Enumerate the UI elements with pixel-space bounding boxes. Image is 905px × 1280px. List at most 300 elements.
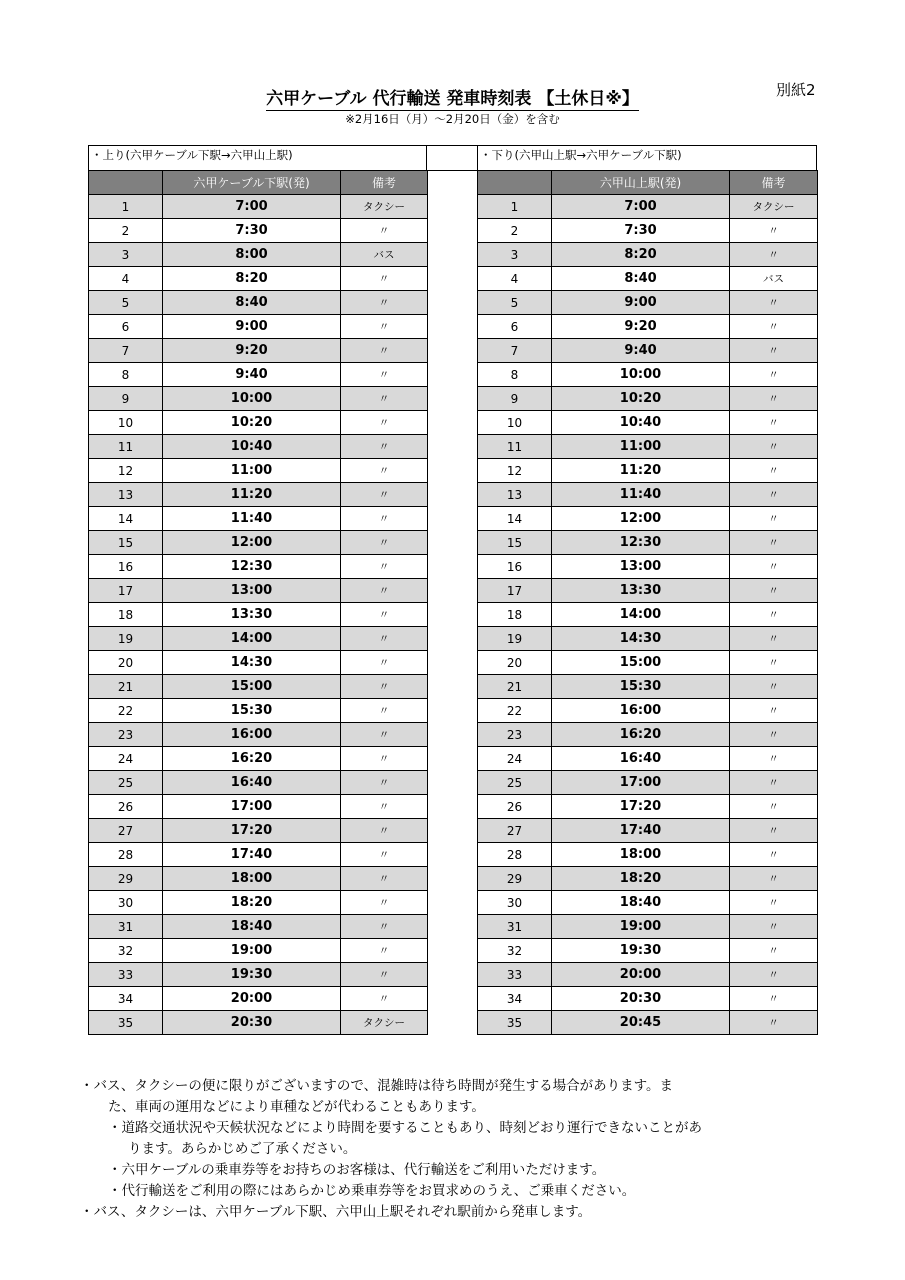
departure-time: 20:00 (163, 987, 341, 1011)
row-number: 1 (478, 195, 552, 219)
row-number: 27 (89, 819, 163, 843)
row-note: 〃 (341, 219, 428, 243)
row-note: 〃 (730, 867, 818, 891)
departure-time: 19:00 (552, 915, 730, 939)
row-number: 2 (89, 219, 163, 243)
row-number: 31 (89, 915, 163, 939)
row-number: 21 (478, 675, 552, 699)
table-row (478, 867, 818, 891)
footnote-line: ・バス、タクシーは、六甲ケーブル下駅、六甲山上駅それぞれ駅前から発車します。 (80, 1204, 592, 1220)
row-number: 15 (89, 531, 163, 555)
table-row (478, 291, 818, 315)
footnote-line: た、車両の運用などにより車種などが代わることもあります。 (108, 1099, 485, 1115)
row-note: 〃 (730, 939, 818, 963)
row-note: 〃 (341, 867, 428, 891)
row-note: 〃 (341, 267, 428, 291)
departure-time: 11:00 (552, 435, 730, 459)
table-row (478, 819, 818, 843)
departure-time: 11:20 (163, 483, 341, 507)
row-note: 〃 (341, 315, 428, 339)
table-row (89, 411, 428, 435)
row-number: 22 (89, 699, 163, 723)
row-note: タクシー (730, 195, 818, 219)
col-header-no (478, 171, 552, 195)
departure-time: 15:30 (163, 699, 341, 723)
row-number: 20 (89, 651, 163, 675)
departure-time: 11:00 (163, 459, 341, 483)
departure-time: 11:40 (552, 483, 730, 507)
row-note: 〃 (730, 435, 818, 459)
row-note: 〃 (730, 699, 818, 723)
departure-time: 12:30 (163, 555, 341, 579)
row-number: 29 (89, 867, 163, 891)
row-number: 32 (89, 939, 163, 963)
departure-time: 17:20 (552, 795, 730, 819)
row-number: 19 (89, 627, 163, 651)
row-note: 〃 (730, 747, 818, 771)
table-row (478, 315, 818, 339)
table-row (478, 939, 818, 963)
row-number: 3 (478, 243, 552, 267)
departure-time: 14:00 (163, 627, 341, 651)
departure-time: 18:40 (163, 915, 341, 939)
page-title: 六甲ケーブル 代行輸送 発車時刻表 【土休日※】 (266, 89, 639, 109)
table-row (89, 867, 428, 891)
row-number: 20 (478, 651, 552, 675)
row-note: タクシー (341, 195, 428, 219)
departure-time: 10:20 (552, 387, 730, 411)
table-row (89, 651, 428, 675)
row-number: 12 (89, 459, 163, 483)
table-row (478, 243, 818, 267)
table-row (478, 339, 818, 363)
departure-time: 16:40 (163, 771, 341, 795)
label-gap (426, 145, 478, 171)
col-header-time: 六甲山上駅(発) (552, 171, 730, 195)
departure-time: 9:20 (163, 339, 341, 363)
table-row (478, 195, 818, 219)
table-row (89, 339, 428, 363)
departure-time: 10:00 (163, 387, 341, 411)
departure-time: 18:00 (163, 867, 341, 891)
row-note: 〃 (341, 411, 428, 435)
row-number: 35 (89, 1011, 163, 1035)
row-number: 24 (89, 747, 163, 771)
row-note: 〃 (730, 219, 818, 243)
row-number: 24 (478, 747, 552, 771)
row-note: 〃 (730, 843, 818, 867)
footnote-line: ・バス、タクシーの便に限りがございますので、混雑時は待ち時間が発生する場合があります。ま (80, 1078, 674, 1094)
footnotes (80, 1076, 780, 1223)
row-note: バス (730, 267, 818, 291)
row-note: 〃 (730, 411, 818, 435)
table-row (478, 747, 818, 771)
row-number: 5 (478, 291, 552, 315)
departure-time: 9:00 (163, 315, 341, 339)
down-direction-label: ・下り(六甲山上駅→六甲ケーブル下駅) (477, 145, 817, 171)
row-note: 〃 (341, 483, 428, 507)
row-note: 〃 (730, 531, 818, 555)
table-row (89, 987, 428, 1011)
table-row (89, 939, 428, 963)
footnote-line: ・道路交通状況や天候状況などにより時間を要することもあり、時刻どおり運行できないことがあ (108, 1120, 702, 1136)
row-number: 10 (478, 411, 552, 435)
table-row (89, 675, 428, 699)
table-row (478, 651, 818, 675)
row-note: 〃 (341, 843, 428, 867)
row-note: バス (341, 243, 428, 267)
departure-time: 13:30 (552, 579, 730, 603)
row-number: 14 (478, 507, 552, 531)
departure-time: 16:20 (163, 747, 341, 771)
departure-time: 7:30 (552, 219, 730, 243)
row-number: 27 (478, 819, 552, 843)
row-number: 17 (478, 579, 552, 603)
table-row (89, 747, 428, 771)
table-row (478, 795, 818, 819)
row-note: 〃 (341, 363, 428, 387)
departure-time: 17:20 (163, 819, 341, 843)
row-note: 〃 (341, 963, 428, 987)
table-row (478, 363, 818, 387)
table-row (89, 291, 428, 315)
departure-time: 19:30 (552, 939, 730, 963)
table-row (89, 603, 428, 627)
row-note: 〃 (341, 435, 428, 459)
departure-time: 12:30 (552, 531, 730, 555)
table-row (89, 819, 428, 843)
table-row (89, 891, 428, 915)
departure-time: 9:00 (552, 291, 730, 315)
row-number: 8 (478, 363, 552, 387)
col-header-no (89, 171, 163, 195)
row-number: 7 (478, 339, 552, 363)
row-note: 〃 (730, 795, 818, 819)
row-number: 34 (89, 987, 163, 1011)
departure-time: 12:00 (163, 531, 341, 555)
row-number: 15 (478, 531, 552, 555)
row-note: 〃 (341, 603, 428, 627)
table-row (478, 915, 818, 939)
table-row (89, 915, 428, 939)
departure-time: 9:40 (552, 339, 730, 363)
departure-time: 16:40 (552, 747, 730, 771)
row-number: 29 (478, 867, 552, 891)
departure-time: 8:00 (163, 243, 341, 267)
row-number: 19 (478, 627, 552, 651)
table-row (478, 507, 818, 531)
row-note: 〃 (341, 459, 428, 483)
row-number: 10 (89, 411, 163, 435)
departure-time: 10:40 (163, 435, 341, 459)
row-note: 〃 (730, 819, 818, 843)
table-row (478, 483, 818, 507)
row-note: 〃 (341, 387, 428, 411)
table-row (478, 627, 818, 651)
row-number: 26 (89, 795, 163, 819)
row-note: 〃 (341, 915, 428, 939)
row-number: 25 (89, 771, 163, 795)
row-number: 6 (89, 315, 163, 339)
up-direction-label: ・上り(六甲ケーブル下駅→六甲山上駅) (88, 145, 427, 171)
row-note: 〃 (341, 891, 428, 915)
departure-time: 14:30 (552, 627, 730, 651)
row-number: 23 (89, 723, 163, 747)
row-note: 〃 (341, 651, 428, 675)
row-note: 〃 (730, 291, 818, 315)
row-number: 4 (89, 267, 163, 291)
table-row (89, 723, 428, 747)
table-row (478, 603, 818, 627)
row-note: 〃 (341, 291, 428, 315)
departure-time: 13:00 (552, 555, 730, 579)
table-row (89, 699, 428, 723)
row-number: 31 (478, 915, 552, 939)
departure-time: 18:20 (163, 891, 341, 915)
row-number: 34 (478, 987, 552, 1011)
col-header-note: 備考 (341, 171, 428, 195)
table-row (89, 483, 428, 507)
departure-time: 20:30 (163, 1011, 341, 1035)
row-note: 〃 (341, 771, 428, 795)
row-number: 14 (89, 507, 163, 531)
row-number: 13 (478, 483, 552, 507)
table-row (89, 387, 428, 411)
row-note: 〃 (341, 339, 428, 363)
row-note: 〃 (341, 675, 428, 699)
row-note: 〃 (341, 507, 428, 531)
row-note: 〃 (341, 531, 428, 555)
table-row (89, 579, 428, 603)
table-row (89, 195, 428, 219)
departure-time: 17:40 (552, 819, 730, 843)
row-number: 18 (478, 603, 552, 627)
row-note: 〃 (341, 627, 428, 651)
table-row (478, 387, 818, 411)
table-row (478, 555, 818, 579)
row-note: 〃 (341, 555, 428, 579)
col-header-note: 備考 (730, 171, 818, 195)
table-row (89, 435, 428, 459)
row-number: 28 (89, 843, 163, 867)
row-note: 〃 (730, 315, 818, 339)
departure-time: 13:30 (163, 603, 341, 627)
table-row (478, 579, 818, 603)
row-note: 〃 (730, 579, 818, 603)
departure-time: 10:20 (163, 411, 341, 435)
down-timetable (477, 170, 818, 1035)
departure-time: 20:00 (552, 963, 730, 987)
row-note: 〃 (730, 891, 818, 915)
row-number: 3 (89, 243, 163, 267)
row-note: 〃 (730, 363, 818, 387)
row-note: 〃 (341, 699, 428, 723)
departure-time: 9:20 (552, 315, 730, 339)
table-row (478, 963, 818, 987)
row-note: 〃 (341, 795, 428, 819)
table-row (478, 771, 818, 795)
departure-time: 13:00 (163, 579, 341, 603)
table-row (89, 795, 428, 819)
row-number: 16 (478, 555, 552, 579)
table-row (478, 987, 818, 1011)
row-note: 〃 (730, 1011, 818, 1035)
table-row (478, 675, 818, 699)
departure-time: 11:20 (552, 459, 730, 483)
row-note: 〃 (730, 651, 818, 675)
departure-time: 11:40 (163, 507, 341, 531)
row-number: 33 (89, 963, 163, 987)
departure-time: 18:20 (552, 867, 730, 891)
table-row (89, 315, 428, 339)
row-number: 32 (478, 939, 552, 963)
departure-time: 16:00 (552, 699, 730, 723)
table-row (478, 699, 818, 723)
row-note: 〃 (341, 819, 428, 843)
departure-time: 10:00 (552, 363, 730, 387)
row-number: 18 (89, 603, 163, 627)
page-subtitle: ※2月16日（月）～2月20日（金）を含む (345, 112, 560, 126)
departure-time: 19:30 (163, 963, 341, 987)
row-note: 〃 (730, 627, 818, 651)
table-row (89, 219, 428, 243)
row-number: 11 (89, 435, 163, 459)
row-note: 〃 (730, 459, 818, 483)
row-number: 5 (89, 291, 163, 315)
row-note: 〃 (341, 723, 428, 747)
departure-time: 16:20 (552, 723, 730, 747)
row-note: 〃 (730, 555, 818, 579)
row-note: 〃 (730, 603, 818, 627)
departure-time: 8:20 (163, 267, 341, 291)
departure-time: 18:00 (552, 843, 730, 867)
table-row (89, 459, 428, 483)
row-number: 21 (89, 675, 163, 699)
departure-time: 14:00 (552, 603, 730, 627)
table-row (89, 843, 428, 867)
departure-time: 17:40 (163, 843, 341, 867)
departure-time: 8:40 (163, 291, 341, 315)
table-row (89, 555, 428, 579)
table-row (478, 1011, 818, 1035)
row-number: 13 (89, 483, 163, 507)
table-row (89, 1011, 428, 1035)
row-note: 〃 (730, 723, 818, 747)
table-row (478, 411, 818, 435)
departure-time: 18:40 (552, 891, 730, 915)
row-number: 7 (89, 339, 163, 363)
col-header-time: 六甲ケーブル下駅(発) (163, 171, 341, 195)
row-note: 〃 (730, 987, 818, 1011)
row-number: 28 (478, 843, 552, 867)
departure-time: 9:40 (163, 363, 341, 387)
table-row (478, 219, 818, 243)
row-note: 〃 (730, 243, 818, 267)
table-row (478, 267, 818, 291)
row-note: 〃 (341, 939, 428, 963)
departure-time: 15:00 (552, 651, 730, 675)
row-number: 8 (89, 363, 163, 387)
table-row (89, 267, 428, 291)
departure-time: 20:45 (552, 1011, 730, 1035)
footnote-line: ります。あらかじめご了承ください。 (128, 1141, 357, 1157)
table-row (89, 963, 428, 987)
departure-time: 7:00 (163, 195, 341, 219)
row-number: 30 (478, 891, 552, 915)
row-note: タクシー (341, 1011, 428, 1035)
table-row (478, 531, 818, 555)
departure-time: 10:40 (552, 411, 730, 435)
table-row (478, 891, 818, 915)
departure-time: 16:00 (163, 723, 341, 747)
row-number: 35 (478, 1011, 552, 1035)
table-row (89, 531, 428, 555)
row-note: 〃 (341, 747, 428, 771)
row-number: 6 (478, 315, 552, 339)
row-number: 30 (89, 891, 163, 915)
departure-time: 7:30 (163, 219, 341, 243)
table-row (89, 363, 428, 387)
row-number: 26 (478, 795, 552, 819)
footnote-line: ・代行輸送をご利用の際にはあらかじめ乗車券等をお買求めのうえ、ご乗車ください。 (108, 1183, 636, 1199)
row-note: 〃 (341, 579, 428, 603)
table-row (89, 771, 428, 795)
table-row (89, 243, 428, 267)
table-row (89, 507, 428, 531)
table-row (89, 627, 428, 651)
row-number: 22 (478, 699, 552, 723)
row-note: 〃 (730, 915, 818, 939)
departure-time: 17:00 (163, 795, 341, 819)
row-note: 〃 (730, 771, 818, 795)
departure-time: 15:30 (552, 675, 730, 699)
row-note: 〃 (730, 963, 818, 987)
row-note: 〃 (730, 675, 818, 699)
departure-time: 8:40 (552, 267, 730, 291)
sheet-id: 別紙2 (776, 81, 816, 99)
row-number: 4 (478, 267, 552, 291)
row-note: 〃 (341, 987, 428, 1011)
row-number: 16 (89, 555, 163, 579)
row-number: 25 (478, 771, 552, 795)
departure-time: 14:30 (163, 651, 341, 675)
departure-time: 15:00 (163, 675, 341, 699)
row-number: 11 (478, 435, 552, 459)
table-row (478, 723, 818, 747)
row-note: 〃 (730, 483, 818, 507)
table-row (478, 459, 818, 483)
row-number: 9 (89, 387, 163, 411)
departure-time: 12:00 (552, 507, 730, 531)
departure-time: 20:30 (552, 987, 730, 1011)
footnote-line: ・六甲ケーブルの乗車券等をお持ちのお客様は、代行輸送をご利用いただけます。 (108, 1162, 606, 1178)
table-row (478, 435, 818, 459)
row-note: 〃 (730, 387, 818, 411)
departure-time: 17:00 (552, 771, 730, 795)
row-number: 12 (478, 459, 552, 483)
row-number: 23 (478, 723, 552, 747)
row-number: 33 (478, 963, 552, 987)
row-number: 1 (89, 195, 163, 219)
row-note: 〃 (730, 507, 818, 531)
departure-time: 7:00 (552, 195, 730, 219)
row-number: 9 (478, 387, 552, 411)
table-row (478, 843, 818, 867)
row-note: 〃 (730, 339, 818, 363)
row-number: 2 (478, 219, 552, 243)
departure-time: 8:20 (552, 243, 730, 267)
row-number: 17 (89, 579, 163, 603)
